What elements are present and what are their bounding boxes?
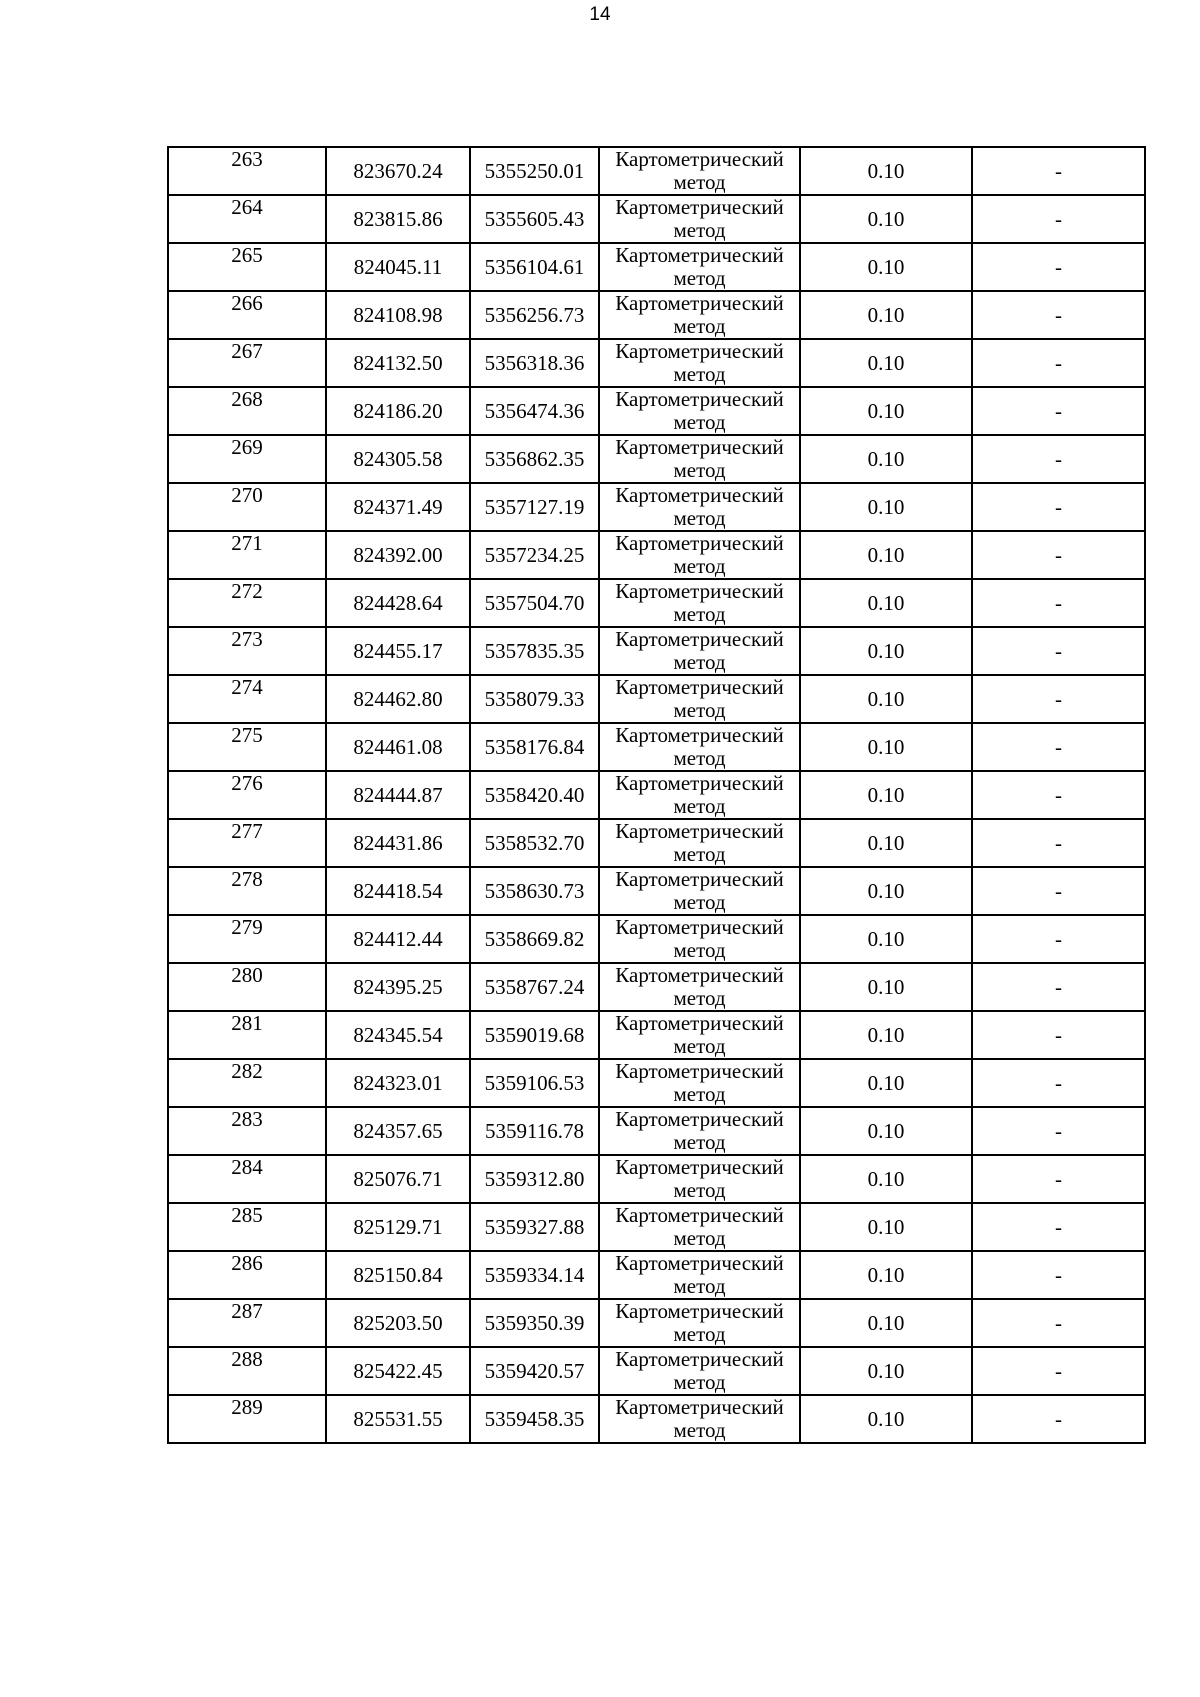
point-number-cell: 267 [168,339,326,387]
note-cell: - [972,819,1145,867]
accuracy-cell: 0.10 [800,1395,972,1443]
page-number: 14 [589,4,611,25]
method-cell [599,723,800,771]
method-cell [599,1203,800,1251]
method-cell [599,819,800,867]
method-text-line-1: Картометрический [615,771,784,795]
method-text-line-1: Картометрический [615,1299,784,1323]
y-coordinate-cell: 5359458.35 [470,1395,599,1443]
point-number-cell: 289 [168,1395,326,1443]
table-row [168,435,1145,483]
y-coordinate-cell: 5355250.01 [470,147,599,195]
note-cell: - [972,579,1145,627]
method-cell [599,675,800,723]
point-number-cell: 272 [168,579,326,627]
method-text-line-1: Картометрический [615,723,784,747]
note-cell: - [972,675,1145,723]
accuracy-cell: 0.10 [800,771,972,819]
method-text-line-1: Картометрический [615,1011,784,1035]
accuracy-cell: 0.10 [800,339,972,387]
accuracy-cell: 0.10 [800,531,972,579]
point-number-cell: 270 [168,483,326,531]
accuracy-cell: 0.10 [800,1299,972,1347]
y-coordinate-cell: 5359327.88 [470,1203,599,1251]
method-text-line-2: метод [673,266,726,290]
x-coordinate-cell: 825129.71 [326,1203,470,1251]
note-cell: - [972,1299,1145,1347]
method-text-line-2: метод [673,554,726,578]
note-cell: - [972,1395,1145,1443]
method-cell [599,1395,800,1443]
x-coordinate-cell: 824412.44 [326,915,470,963]
method-text-line-2: метод [673,1370,726,1394]
method-text-line-2: метод [673,602,726,626]
method-text-line-1: Картометрический [615,243,784,267]
method-text-line-2: метод [673,842,726,866]
accuracy-cell: 0.10 [800,1347,972,1395]
x-coordinate-cell: 824455.17 [326,627,470,675]
note-cell: - [972,1059,1145,1107]
note-cell: - [972,147,1145,195]
note-cell: - [972,339,1145,387]
y-coordinate-cell: 5359312.80 [470,1155,599,1203]
method-text-line-1: Картометрический [615,531,784,555]
table-row [168,339,1145,387]
method-cell [599,915,800,963]
method-text-line-2: метод [673,314,726,338]
method-text-line-1: Картометрический [615,915,784,939]
method-text-line-1: Картометрический [615,339,784,363]
accuracy-cell: 0.10 [800,627,972,675]
table-row [168,1347,1145,1395]
x-coordinate-cell: 824186.20 [326,387,470,435]
method-cell [599,531,800,579]
method-cell [599,579,800,627]
method-cell [599,1251,800,1299]
point-number-cell: 285 [168,1203,326,1251]
point-number-cell: 278 [168,867,326,915]
method-cell [599,147,800,195]
accuracy-cell: 0.10 [800,915,972,963]
y-coordinate-cell: 5358630.73 [470,867,599,915]
table-row [168,387,1145,435]
x-coordinate-cell: 824428.64 [326,579,470,627]
table-row [168,771,1145,819]
point-number-cell: 264 [168,195,326,243]
method-text-line-1: Картометрический [615,483,784,507]
table-row [168,867,1145,915]
y-coordinate-cell: 5357127.19 [470,483,599,531]
method-text-line-2: метод [673,506,726,530]
x-coordinate-cell: 823670.24 [326,147,470,195]
method-text-line-2: метод [673,410,726,434]
method-text-line-2: метод [673,1322,726,1346]
x-coordinate-cell: 824418.54 [326,867,470,915]
method-text-line-1: Картометрический [615,819,784,843]
y-coordinate-cell: 5356318.36 [470,339,599,387]
accuracy-cell: 0.10 [800,723,972,771]
x-coordinate-cell: 823815.86 [326,195,470,243]
coordinates-table-body [168,147,1145,1443]
method-cell [599,291,800,339]
accuracy-cell: 0.10 [800,1155,972,1203]
table-row [168,963,1145,1011]
y-coordinate-cell: 5356104.61 [470,243,599,291]
table-row [168,915,1145,963]
point-number-cell: 269 [168,435,326,483]
x-coordinate-cell: 824305.58 [326,435,470,483]
x-coordinate-cell: 824357.65 [326,1107,470,1155]
y-coordinate-cell: 5356256.73 [470,291,599,339]
accuracy-cell: 0.10 [800,147,972,195]
table-row [168,195,1145,243]
accuracy-cell: 0.10 [800,291,972,339]
point-number-cell: 281 [168,1011,326,1059]
method-cell [599,387,800,435]
x-coordinate-cell: 824371.49 [326,483,470,531]
method-text-line-1: Картометрический [615,1107,784,1131]
point-number-cell: 263 [168,147,326,195]
accuracy-cell: 0.10 [800,195,972,243]
method-text-line-2: метод [673,986,726,1010]
accuracy-cell: 0.10 [800,483,972,531]
note-cell: - [972,1155,1145,1203]
method-cell [599,627,800,675]
accuracy-cell: 0.10 [800,1011,972,1059]
method-cell [599,1107,800,1155]
note-cell: - [972,1347,1145,1395]
note-cell: - [972,963,1145,1011]
x-coordinate-cell: 824392.00 [326,531,470,579]
table-row [168,1107,1145,1155]
x-coordinate-cell: 825150.84 [326,1251,470,1299]
note-cell: - [972,387,1145,435]
accuracy-cell: 0.10 [800,387,972,435]
method-text-line-2: метод [673,1034,726,1058]
method-text-line-2: метод [673,170,726,194]
method-cell [599,867,800,915]
table-row [168,1155,1145,1203]
method-text-line-1: Картометрический [615,963,784,987]
x-coordinate-cell: 824108.98 [326,291,470,339]
y-coordinate-cell: 5355605.43 [470,195,599,243]
point-number-cell: 282 [168,1059,326,1107]
note-cell: - [972,1011,1145,1059]
x-coordinate-cell: 824462.80 [326,675,470,723]
y-coordinate-cell: 5356474.36 [470,387,599,435]
y-coordinate-cell: 5359334.14 [470,1251,599,1299]
point-number-cell: 268 [168,387,326,435]
method-cell [599,195,800,243]
note-cell: - [972,1107,1145,1155]
point-number-cell: 265 [168,243,326,291]
method-text-line-2: метод [673,1178,726,1202]
note-cell: - [972,243,1145,291]
table-row [168,1395,1145,1443]
point-number-cell: 280 [168,963,326,1011]
y-coordinate-cell: 5358079.33 [470,675,599,723]
method-text-line-1: Картометрический [615,1347,784,1371]
method-text-line-1: Картометрический [615,387,784,411]
note-cell: - [972,435,1145,483]
method-text-line-2: метод [673,1130,726,1154]
method-text-line-2: метод [673,890,726,914]
method-text-line-1: Картометрический [615,1395,784,1419]
note-cell: - [972,915,1145,963]
note-cell: - [972,867,1145,915]
table-row [168,819,1145,867]
method-cell [599,1059,800,1107]
coordinates-table [167,146,1146,1444]
accuracy-cell: 0.10 [800,867,972,915]
method-text-line-2: метод [673,218,726,242]
method-cell [599,1347,800,1395]
accuracy-cell: 0.10 [800,435,972,483]
accuracy-cell: 0.10 [800,1203,972,1251]
x-coordinate-cell: 825531.55 [326,1395,470,1443]
x-coordinate-cell: 824461.08 [326,723,470,771]
point-number-cell: 284 [168,1155,326,1203]
note-cell: - [972,291,1145,339]
method-text-line-2: метод [673,458,726,482]
method-cell [599,1155,800,1203]
point-number-cell: 274 [168,675,326,723]
note-cell: - [972,771,1145,819]
y-coordinate-cell: 5359420.57 [470,1347,599,1395]
y-coordinate-cell: 5357234.25 [470,531,599,579]
method-cell [599,483,800,531]
point-number-cell: 283 [168,1107,326,1155]
point-number-cell: 277 [168,819,326,867]
y-coordinate-cell: 5359106.53 [470,1059,599,1107]
table-row [168,291,1145,339]
method-cell [599,963,800,1011]
table-row [168,723,1145,771]
point-number-cell: 275 [168,723,326,771]
method-text-line-2: метод [673,938,726,962]
x-coordinate-cell: 825203.50 [326,1299,470,1347]
accuracy-cell: 0.10 [800,819,972,867]
method-cell [599,1011,800,1059]
y-coordinate-cell: 5358669.82 [470,915,599,963]
method-cell [599,1299,800,1347]
accuracy-cell: 0.10 [800,1251,972,1299]
method-text-line-2: метод [673,794,726,818]
x-coordinate-cell: 824323.01 [326,1059,470,1107]
x-coordinate-cell: 825076.71 [326,1155,470,1203]
x-coordinate-cell: 824045.11 [326,243,470,291]
method-cell [599,243,800,291]
accuracy-cell: 0.10 [800,1107,972,1155]
note-cell: - [972,195,1145,243]
method-text-line-1: Картометрический [615,627,784,651]
table-row [168,243,1145,291]
point-number-cell: 266 [168,291,326,339]
method-text-line-1: Картометрический [615,435,784,459]
table-row [168,147,1145,195]
point-number-cell: 286 [168,1251,326,1299]
method-text-line-2: метод [673,362,726,386]
method-text-line-1: Картометрический [615,579,784,603]
y-coordinate-cell: 5358176.84 [470,723,599,771]
method-text-line-2: метод [673,650,726,674]
table-row [168,531,1145,579]
x-coordinate-cell: 824444.87 [326,771,470,819]
note-cell: - [972,723,1145,771]
x-coordinate-cell: 825422.45 [326,1347,470,1395]
y-coordinate-cell: 5358420.40 [470,771,599,819]
y-coordinate-cell: 5357835.35 [470,627,599,675]
table-row [168,483,1145,531]
method-text-line-1: Картометрический [615,1251,784,1275]
y-coordinate-cell: 5358532.70 [470,819,599,867]
y-coordinate-cell: 5358767.24 [470,963,599,1011]
method-cell [599,771,800,819]
table-row [168,1059,1145,1107]
note-cell: - [972,627,1145,675]
accuracy-cell: 0.10 [800,963,972,1011]
y-coordinate-cell: 5356862.35 [470,435,599,483]
method-cell [599,435,800,483]
method-text-line-2: метод [673,698,726,722]
method-text-line-1: Картометрический [615,1203,784,1227]
method-text-line-1: Картометрический [615,675,784,699]
method-cell [599,339,800,387]
point-number-cell: 271 [168,531,326,579]
table-row [168,1011,1145,1059]
method-text-line-1: Картометрический [615,195,784,219]
x-coordinate-cell: 824132.50 [326,339,470,387]
x-coordinate-cell: 824431.86 [326,819,470,867]
point-number-cell: 276 [168,771,326,819]
point-number-cell: 287 [168,1299,326,1347]
note-cell: - [972,531,1145,579]
x-coordinate-cell: 824345.54 [326,1011,470,1059]
y-coordinate-cell: 5359116.78 [470,1107,599,1155]
x-coordinate-cell: 824395.25 [326,963,470,1011]
table-row [168,1251,1145,1299]
accuracy-cell: 0.10 [800,243,972,291]
table-row [168,1203,1145,1251]
accuracy-cell: 0.10 [800,675,972,723]
method-text-line-2: метод [673,1226,726,1250]
point-number-cell: 273 [168,627,326,675]
note-cell: - [972,1203,1145,1251]
point-number-cell: 279 [168,915,326,963]
point-number-cell: 288 [168,1347,326,1395]
method-text-line-2: метод [673,1418,726,1442]
note-cell: - [972,1251,1145,1299]
method-text-line-1: Картометрический [615,1059,784,1083]
table-row [168,579,1145,627]
method-text-line-2: метод [673,746,726,770]
accuracy-cell: 0.10 [800,1059,972,1107]
method-text-line-2: метод [673,1082,726,1106]
y-coordinate-cell: 5359350.39 [470,1299,599,1347]
method-text-line-2: метод [673,1274,726,1298]
method-text-line-1: Картометрический [615,291,784,315]
method-text-line-1: Картометрический [615,147,784,171]
y-coordinate-cell: 5359019.68 [470,1011,599,1059]
table-row [168,627,1145,675]
accuracy-cell: 0.10 [800,579,972,627]
method-text-line-1: Картометрический [615,867,784,891]
table-row [168,675,1145,723]
method-text-line-1: Картометрический [615,1155,784,1179]
note-cell: - [972,483,1145,531]
table-row [168,1299,1145,1347]
y-coordinate-cell: 5357504.70 [470,579,599,627]
